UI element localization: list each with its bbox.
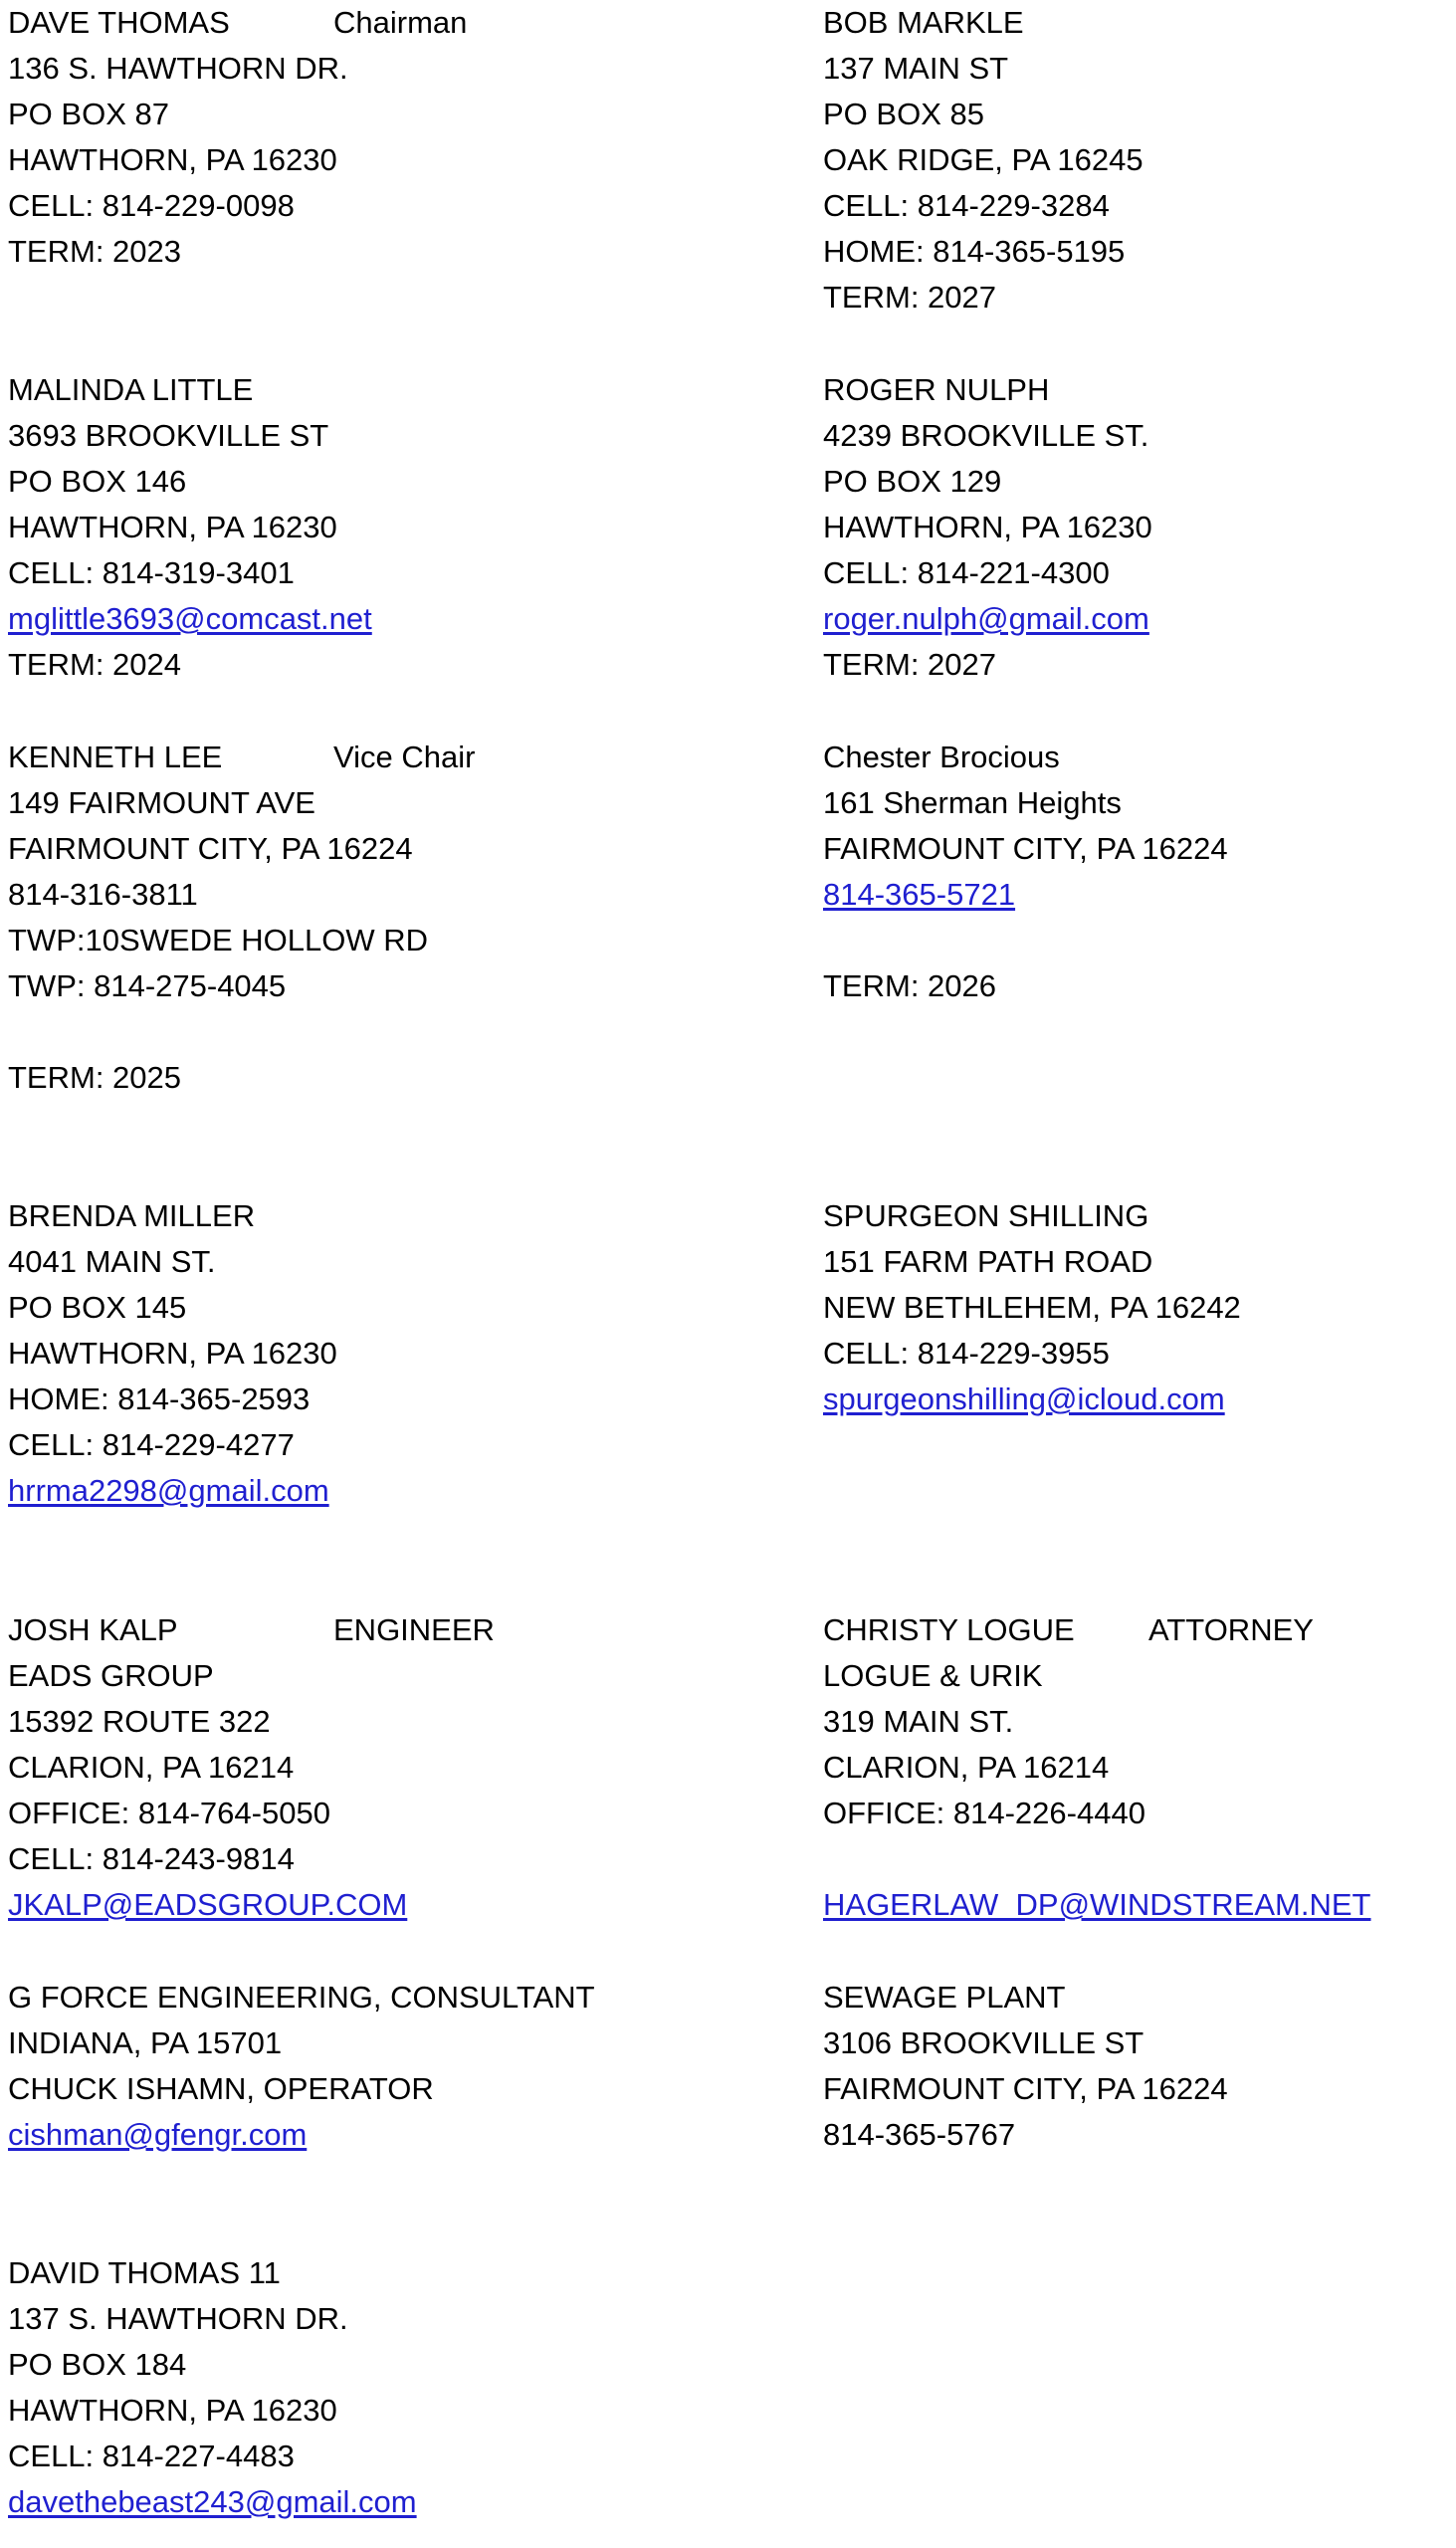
contact-role: ENGINEER [333, 1612, 495, 1647]
contact-detail-line [8, 550, 295, 596]
contact-detail-line[interactable] [8, 1882, 407, 1928]
contact-detail-line [823, 46, 1008, 92]
contact-detail-line [823, 2020, 1144, 2066]
contact-text: 3693 BROOKVILLE ST [8, 418, 329, 453]
contact-text: OFFICE: 814-764-5050 [8, 1796, 330, 1830]
contact-text: Chester Brocious [823, 740, 1060, 774]
contact-detail-line [823, 275, 996, 320]
contact-link[interactable]: roger.nulph@gmail.com [823, 601, 1149, 636]
contact-text: HAWTHORN, PA 16230 [8, 1336, 337, 1371]
contact-detail-line [823, 1699, 1013, 1745]
contact-text: 4041 MAIN ST. [8, 1244, 216, 1279]
contact-name-line [8, 1607, 495, 1653]
contact-text: 15392 ROUTE 322 [8, 1704, 271, 1739]
contact-text: EADS GROUP [8, 1658, 214, 1693]
contact-text: HAWTHORN, PA 16230 [8, 510, 337, 544]
contact-name-line [8, 367, 253, 413]
contact-link[interactable]: spurgeonshilling@icloud.com [823, 1381, 1225, 1416]
contact-text: CELL: 814-229-3284 [823, 188, 1110, 223]
contact-name-line [823, 1193, 1148, 1239]
contact-text: 814-316-3811 [8, 877, 198, 912]
contact-text: 149 FAIRMOUNT AVE [8, 785, 315, 820]
contact-detail-line [8, 1699, 271, 1745]
contact-text: CELL: 814-227-4483 [8, 2439, 295, 2473]
contact-text: 136 S. HAWTHORN DR. [8, 51, 348, 86]
contact-detail-line [8, 1653, 214, 1699]
contact-detail-line [823, 1791, 1145, 1836]
contact-text: CELL: 814-319-3401 [8, 555, 295, 590]
contact-text: HOME: 814-365-5195 [823, 234, 1126, 269]
contact-detail-line [8, 2342, 186, 2388]
contact-detail-line [8, 229, 181, 275]
contact-detail-line [8, 872, 198, 918]
contact-detail-line [823, 2112, 1015, 2158]
contact-text: PO BOX 145 [8, 1290, 187, 1325]
contact-detail-line [823, 505, 1152, 550]
contact-role: Vice Chair [333, 740, 476, 774]
contact-detail-line [8, 642, 181, 688]
contact-detail-line [823, 229, 1125, 275]
contact-name-line [8, 1975, 595, 2020]
contact-text: 4239 BROOKVILLE ST. [823, 418, 1149, 453]
contact-detail-line [8, 1377, 310, 1422]
contact-text: TERM: 2024 [8, 647, 182, 682]
contact-detail-line [8, 1285, 186, 1331]
contact-text: OFFICE: 814-226-4440 [823, 1796, 1145, 1830]
contact-text: KENNETH LEE [8, 740, 223, 774]
contact-detail-line [8, 183, 295, 229]
contact-name-line [8, 735, 476, 780]
contact-text: 151 FARM PATH ROAD [823, 1244, 1153, 1279]
contact-name-line [8, 2250, 281, 2296]
contact-text: TWP: 814-275-4045 [8, 968, 287, 1003]
contact-detail-line [8, 459, 186, 505]
contact-text: CHUCK ISHAMN, OPERATOR [8, 2071, 434, 2106]
contact-name-line [823, 367, 1049, 413]
contact-detail-line [8, 2296, 348, 2342]
contact-text: CLARION, PA 16214 [823, 1750, 1110, 1785]
contact-link[interactable]: cishman@gfengr.com [8, 2117, 308, 2152]
contact-link[interactable]: davethebeast243@gmail.com [8, 2484, 417, 2519]
contact-text: PO BOX 184 [8, 2347, 187, 2382]
contact-detail-line [8, 1055, 181, 1101]
contact-text: CELL: 814-229-0098 [8, 188, 295, 223]
contact-detail-line [823, 826, 1228, 872]
contact-detail-line [823, 1331, 1110, 1377]
contact-link[interactable]: JKALP@EADSGROUP.COM [8, 1887, 408, 1922]
contact-text: DAVE THOMAS [8, 5, 230, 40]
contact-detail-line [8, 1745, 294, 1791]
contact-text: JOSH KALP [8, 1612, 178, 1647]
contact-detail-line [8, 1836, 295, 1882]
contact-text: INDIANA, PA 15701 [8, 2025, 283, 2060]
contact-text: PO BOX 146 [8, 464, 187, 499]
contact-detail-line[interactable] [823, 1882, 1370, 1928]
contact-detail-line [8, 2434, 295, 2479]
contact-detail-line [8, 413, 328, 459]
contact-detail-line [823, 780, 1122, 826]
contact-text: HAWTHORN, PA 16230 [823, 510, 1152, 544]
contact-text: TERM: 2027 [823, 647, 997, 682]
contact-text: NEW BETHLEHEM, PA 16242 [823, 1290, 1241, 1325]
contact-detail-line[interactable] [8, 596, 372, 642]
contact-name-line [8, 0, 468, 46]
contact-detail-line [823, 1745, 1109, 1791]
contact-text: ROGER NULPH [823, 372, 1050, 407]
contact-text: PO BOX 129 [823, 464, 1002, 499]
contact-text: SPURGEON SHILLING [823, 1198, 1149, 1233]
contact-detail-line [823, 2066, 1228, 2112]
contact-detail-line [8, 826, 413, 872]
contact-link[interactable]: 814-365-5721 [823, 877, 1016, 912]
contact-text: TERM: 2025 [8, 1060, 182, 1095]
contact-detail-line [8, 505, 337, 550]
contact-text: FAIRMOUNT CITY, PA 16224 [823, 831, 1228, 866]
contact-detail-line [823, 413, 1148, 459]
contact-detail-line [823, 1239, 1152, 1285]
contact-text: CELL: 814-229-4277 [8, 1427, 295, 1462]
contact-text: FAIRMOUNT CITY, PA 16224 [8, 831, 413, 866]
contact-name-line [823, 1975, 1065, 2020]
contact-link[interactable]: HAGERLAW_DP@WINDSTREAM.NET [823, 1887, 1371, 1922]
contact-detail-line [823, 459, 1001, 505]
contact-detail-line [8, 1331, 337, 1377]
contact-detail-line [823, 1653, 1043, 1699]
contact-text: TERM: 2026 [823, 968, 997, 1003]
contact-text: CLARION, PA 16214 [8, 1750, 295, 1785]
contact-detail-line [8, 92, 169, 137]
contact-text: HAWTHORN, PA 16230 [8, 142, 337, 177]
contact-detail-line [823, 642, 996, 688]
contact-text: DAVID THOMAS 11 [8, 2255, 281, 2290]
contact-detail-line[interactable] [8, 2479, 417, 2525]
contact-text: BOB MARKLE [823, 5, 1024, 40]
contact-detail-line [823, 1285, 1241, 1331]
contact-detail-line[interactable] [823, 872, 1015, 918]
contact-text: TERM: 2023 [8, 234, 182, 269]
contact-text: CHRISTY LOGUE [823, 1612, 1075, 1647]
contact-detail-line [8, 137, 337, 183]
contact-text: 319 MAIN ST. [823, 1704, 1014, 1739]
contact-role: Chairman [333, 5, 468, 40]
contact-detail-line [8, 46, 348, 92]
contact-text: G FORCE ENGINEERING, CONSULTANT [8, 1980, 595, 2015]
contact-text: HOME: 814-365-2593 [8, 1381, 311, 1416]
contact-text: PO BOX 85 [823, 97, 984, 131]
contact-detail-line [8, 2020, 282, 2066]
contact-detail-line[interactable] [8, 1468, 329, 1514]
contact-text: TWP:10SWEDE HOLLOW RD [8, 923, 428, 957]
contact-detail-line[interactable] [8, 2112, 307, 2158]
contact-text: CELL: 814-243-9814 [8, 1841, 295, 1876]
contact-text: FAIRMOUNT CITY, PA 16224 [823, 2071, 1228, 2106]
contact-name-line [823, 735, 1060, 780]
contact-role: ATTORNEY [1148, 1612, 1314, 1647]
contact-name-line [8, 1193, 255, 1239]
contact-detail-line[interactable] [823, 1377, 1225, 1422]
contact-name-line [823, 1607, 1314, 1653]
contact-text: CELL: 814-229-3955 [823, 1336, 1110, 1371]
contact-text: 814-365-5767 [823, 2117, 1016, 2152]
contact-link[interactable]: hrrma2298@gmail.com [8, 1473, 329, 1508]
contact-detail-line [8, 1422, 295, 1468]
contact-text: MALINDA LITTLE [8, 372, 254, 407]
contact-detail-line [823, 183, 1110, 229]
contact-text: 3106 BROOKVILLE ST [823, 2025, 1144, 2060]
contact-text: 137 S. HAWTHORN DR. [8, 2301, 348, 2336]
contact-text: PO BOX 87 [8, 97, 169, 131]
contact-detail-line [8, 918, 428, 963]
contact-detail-line[interactable] [823, 596, 1149, 642]
contact-text: SEWAGE PLANT [823, 1980, 1066, 2015]
contact-link[interactable]: mglittle3693@comcast.net [8, 601, 372, 636]
contact-detail-line [8, 963, 286, 1009]
contact-detail-line [8, 2066, 434, 2112]
contact-detail-line [8, 2388, 337, 2434]
contact-detail-line [823, 963, 996, 1009]
contact-text: 161 Sherman Heights [823, 785, 1122, 820]
contact-text: TERM: 2027 [823, 280, 997, 315]
contact-detail-line [823, 137, 1144, 183]
contact-name-line [823, 0, 1024, 46]
contact-text: OAK RIDGE, PA 16245 [823, 142, 1144, 177]
contact-detail-line [8, 780, 315, 826]
contact-text: BRENDA MILLER [8, 1198, 256, 1233]
contact-detail-line [823, 550, 1110, 596]
contact-text: 137 MAIN ST [823, 51, 1009, 86]
contact-text: HAWTHORN, PA 16230 [8, 2393, 337, 2428]
contact-text: LOGUE & URIK [823, 1658, 1043, 1693]
contact-detail-line [8, 1791, 330, 1836]
contact-text: CELL: 814-221-4300 [823, 555, 1110, 590]
contact-detail-line [8, 1239, 215, 1285]
contact-detail-line [823, 92, 984, 137]
